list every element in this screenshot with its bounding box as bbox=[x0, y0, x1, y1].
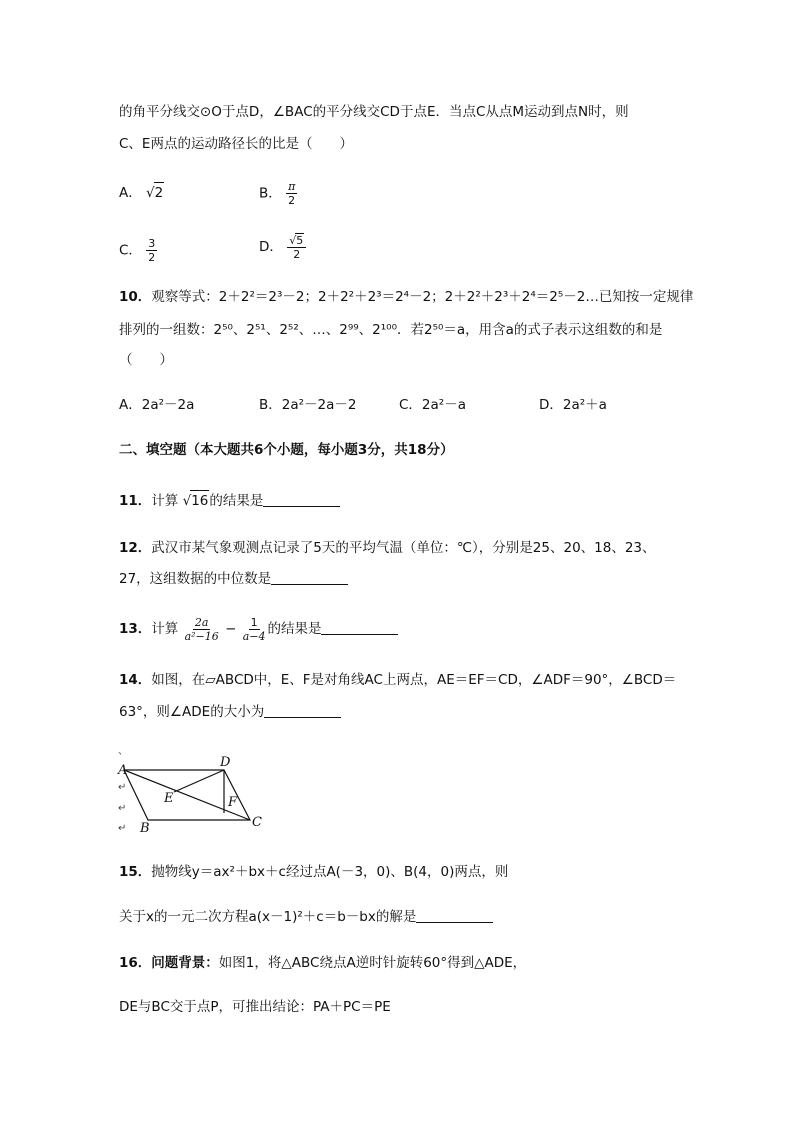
q15-line-1: 15．抛物线y＝ax²＋bx＋c经过点A(－3，0)、B(4，0)两点，则 bbox=[119, 864, 509, 880]
label-c: C bbox=[252, 815, 262, 830]
q11: 11．计算 √16的结果是 bbox=[119, 490, 340, 511]
paragraph-mark: ↵ bbox=[118, 823, 127, 834]
q11-answer-blank[interactable] bbox=[263, 492, 340, 507]
section-2-title: 二、填空题（本大题共6个小题，每小题3分，共18分） bbox=[119, 442, 454, 458]
q13: 13．计算 $\frac{2a}{\text{a²−16}}$ − $\frac{1}{a-4}$ 的结果是 bbox=[119, 614, 398, 644]
label-d: D bbox=[220, 755, 231, 770]
q10-option-a: A．2a²－2a bbox=[119, 397, 195, 413]
q9-line-2: C、E两点的运动路径长的比是（ ） bbox=[119, 136, 353, 152]
paragraph-mark: ↵ bbox=[118, 803, 127, 814]
q14-line-1: 14．如图，在▱ABCD中，E、F是对角线AC上两点，AE＝EF＝CD，∠ADF＝90°，∠BCD＝ bbox=[119, 672, 677, 688]
q10-line-3: （ ） bbox=[119, 352, 173, 368]
q12-line-1: 12．武汉市某气象观测点记录了5天的平均气温（单位：℃），分别是25、20、18、23、 bbox=[119, 540, 656, 556]
q13-answer-blank[interactable] bbox=[321, 620, 398, 635]
q14-parallelogram-figure bbox=[112, 740, 272, 840]
q10-option-b: B．2a²－2a－2 bbox=[259, 397, 357, 413]
q16-line-2: DE与BC交于点P，可推出结论：PA＋PC＝PE bbox=[119, 999, 391, 1015]
label-b: B bbox=[140, 821, 150, 836]
label-e: E bbox=[164, 791, 174, 806]
q12-answer-blank[interactable] bbox=[271, 570, 348, 585]
q10-line-1: 10．观察等式：2＋2²＝2³－2；2＋2²＋2³＝2⁴－2；2＋2²＋2³＋2⁴＝2⁵－2…已知按一定规律 bbox=[119, 289, 694, 305]
paragraph-mark: 、 bbox=[118, 746, 128, 757]
q10-line-2: 排列的一组数：2⁵⁰、2⁵¹、2⁵²、…、2⁹⁹、2¹⁰⁰．若2⁵⁰＝a，用含a的式子表示这组数的和是 bbox=[119, 322, 663, 338]
paragraph-mark: ↵ bbox=[118, 782, 127, 793]
q14-answer-blank[interactable] bbox=[264, 703, 341, 718]
q16-line-1: 16．问题背景：如图1，将△ABC绕点A逆时针旋转60°得到△ADE， bbox=[119, 955, 527, 971]
q15-answer-blank[interactable] bbox=[416, 908, 493, 923]
q9-option-c: C． $\frac{3}{2}$ bbox=[119, 237, 156, 264]
label-a: A bbox=[118, 763, 128, 778]
label-f: F bbox=[228, 795, 238, 810]
q14-line-2: 63°，则∠ADE的大小为 bbox=[119, 702, 341, 722]
q9-option-d: D． $\frac{√5}{2}$ bbox=[259, 233, 306, 261]
q9-option-b: B． $\frac{\pi}{2}$ bbox=[259, 180, 296, 207]
q9-option-a: A． √2 bbox=[119, 182, 164, 203]
q12-line-2: 27，这组数据的中位数是 bbox=[119, 569, 348, 589]
segment-de bbox=[174, 770, 224, 792]
q15-line-2: 关于x的一元二次方程a(x－1)²＋c＝b－bx的解是 bbox=[119, 907, 493, 927]
q9-line-1: 的角平分线交⊙O于点D，∠BAC的平分线交CD于点E．当点C从点M运动到点N时，则 bbox=[119, 104, 629, 120]
q10-option-c: C．2a²－a bbox=[399, 397, 466, 413]
q10-option-d: D．2a²＋a bbox=[539, 397, 607, 413]
